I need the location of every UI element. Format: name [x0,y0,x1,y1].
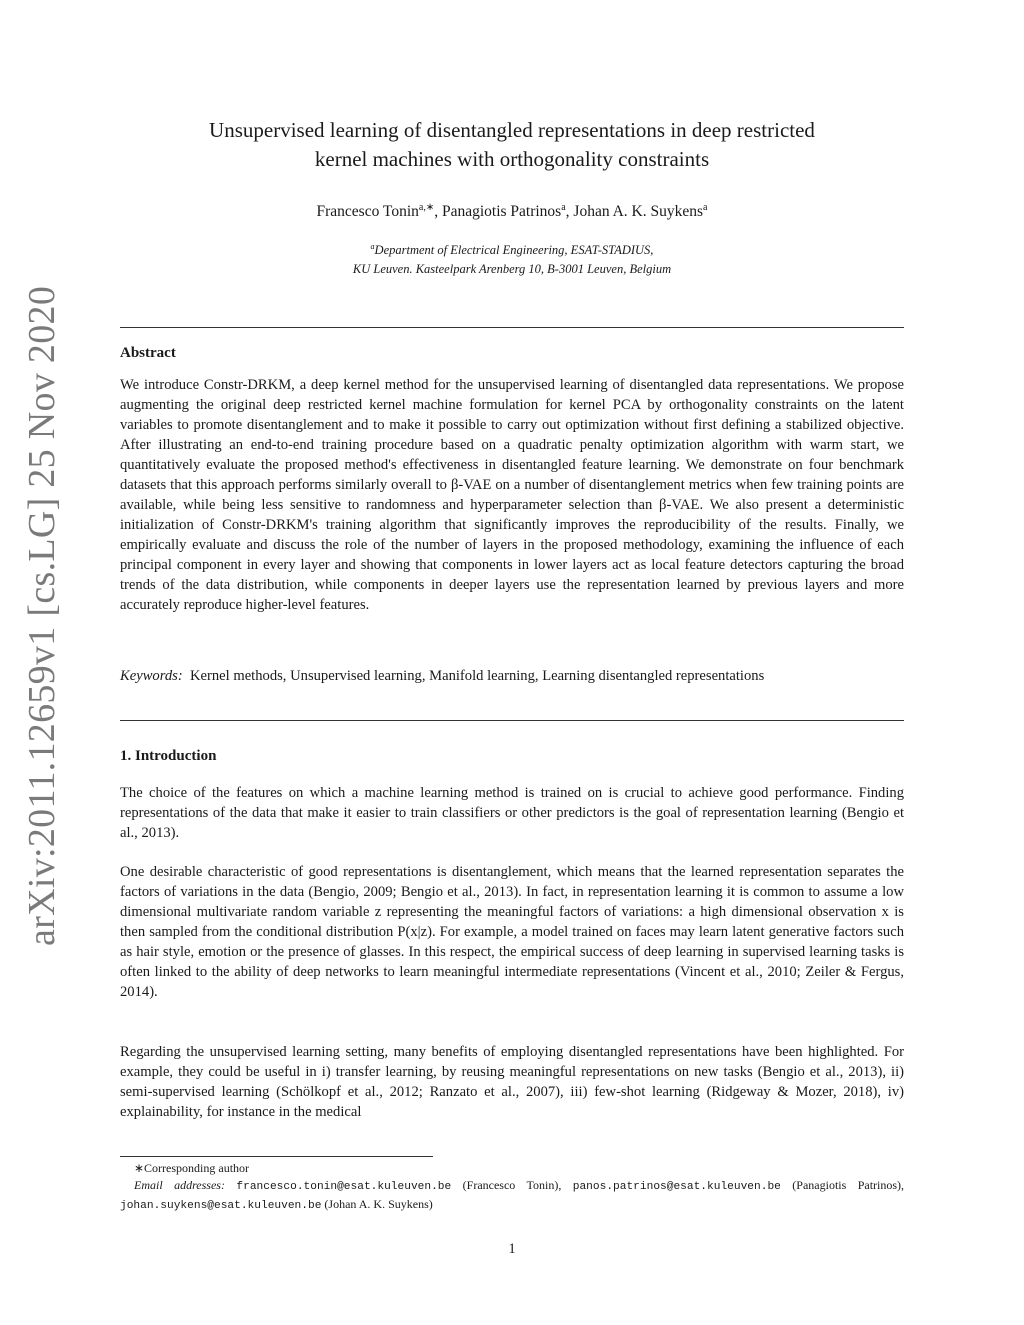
affiliation-line-1: Department of Electrical Engineering, ESAT-STADIUS, [374,243,654,258]
email-owner: (Francesco Tonin), [462,1178,562,1192]
footnote-emails [120,1177,904,1215]
abstract-heading: Abstract [120,345,176,361]
arxiv-identifier: arXiv:2011.12659v1 [cs.LG] 25 Nov 2020 [21,285,63,946]
author-superscript: a [561,202,566,213]
intro-paragraph-1: The choice of the features on which a machine learning method is trained on is crucial to achieve good performance. Finding representations of the data that make it easier to train classifiers or other predictors is the goal of representation learning (Bengio et al., 2013). [120,785,904,841]
author-name: Panagiotis Patrinos [441,203,562,221]
keywords [120,666,904,686]
email-link[interactable]: francesco.tonin@esat.kuleuven.be [236,1181,452,1193]
author-list: Francesco Tonin$^{a,∗}$, Panagiotis Patrinos$^a$, Johan A. K. Suykens$^a$ [316,202,708,221]
email-owner: (Panagiotis Patrinos), [792,1178,905,1192]
intro-paragraph-3: Regarding the unsupervised learning setting, many benefits of employing disentangled representations have been highlighted. For example, they could be useful in i) transfer learning, by reusing meaningful representations on new tasks (Bengio et al., 2013), ii) semi-supervised learning (Schölkopf et al., 2012; Ranzato et al., 2007), iii) few-shot learning (Ridgeway & Mozer, 2018), iv) explainability, for instance in the medical [120,1044,904,1120]
intro-paragraph-2: One desirable characteristic of good representations is disentanglement, which means that the learned representation separates the factors of variations in the data (Bengio, 2009; Bengio et al., 2013). In fact, in representation learning it is common to assume a low dimensional multivariate random variable z representing the meaningful factors of variations: a high dimensional observation x is then sampled from the conditional distribution P(x|z). For example, a model trained on faces may learn latent generative factors such as hair style, emotion or the presence of glasses. In this respect, the empirical success of deep learning in supervised learning tasks is often linked to the ability of deep networks to learn meaningful intermediate representations (Vincent et al., 2010; Zeiler & Fergus, 2014). [120,864,904,1000]
paper-title [120,116,904,174]
abstract-bottom-rule [120,720,904,721]
page-number: 1 [508,1241,516,1257]
title-line-2: kernel machines with orthogonality constraints [314,147,710,171]
section-heading-introduction: 1. Introduction [120,748,217,764]
email-link[interactable]: panos.patrinos@esat.kuleuven.be [572,1181,781,1193]
footnote-rule [120,1156,433,1157]
author-superscript: a,∗ [418,202,435,213]
author-name: Francesco Tonin [316,203,419,221]
affiliation-superscript: a [370,242,375,251]
affiliation-line-2: KU Leuven. Kasteelpark Arenberg 10, B-3001 Leuven, Belgium [352,262,672,277]
email-link[interactable]: johan.suykens@esat.kuleuven.be [120,1200,322,1212]
email-owner: (Johan A. K. Suykens) [324,1197,433,1211]
abstract-top-rule [120,327,904,328]
abstract-text: We introduce Constr-DRKM, a deep kernel method for the unsupervised learning of disentangled data representations. We propose augmenting the original deep restricted kernel machine formulation for kernel PCA by orthogonality constraints on the latent variables to promote disentanglement and to make it possible to carry out optimization without first defining a stabilized objective. After illustrating an end-to-end training procedure based on a quadratic penalty optimization algorithm with warm start, we quantitatively evaluate the proposed method's effectiveness in disentangled feature learning. We demonstrate on four benchmark datasets that this approach performs similarly overall to β-VAE on a number of disentanglement metrics when few training points are available, while being less sensitive to randomness and hyperparameter selection than β-VAE. We also present a deterministic initialization of Constr-DRKM's training algorithm that significantly improves the reproducibility of the results. Finally, we empirically evaluate and discuss the role of the number of layers in the proposed methodology, examining the influence of each principal component in every layer and showing that components in lower layers act as local feature detectors capturing the broad trends of the data distribution, while components in deeper layers use the representation learned by previous layers and more accurately reproduce higher-level features. [120,377,904,613]
title-line-1: Unsupervised learning of disentangled representations in deep restricted [209,118,815,142]
footnote-corresponding: ∗Corresponding author [134,1161,250,1175]
author-name: Johan A. K. Suykens [573,203,704,221]
keywords-label: Keywords: [120,668,183,684]
keywords-text: Kernel methods, Unsupervised learning, Manifold learning, Learning disentangled representations [190,668,765,684]
affiliation [120,237,904,279]
email-label: Email addresses: [134,1178,225,1192]
author-superscript: a [703,202,708,213]
